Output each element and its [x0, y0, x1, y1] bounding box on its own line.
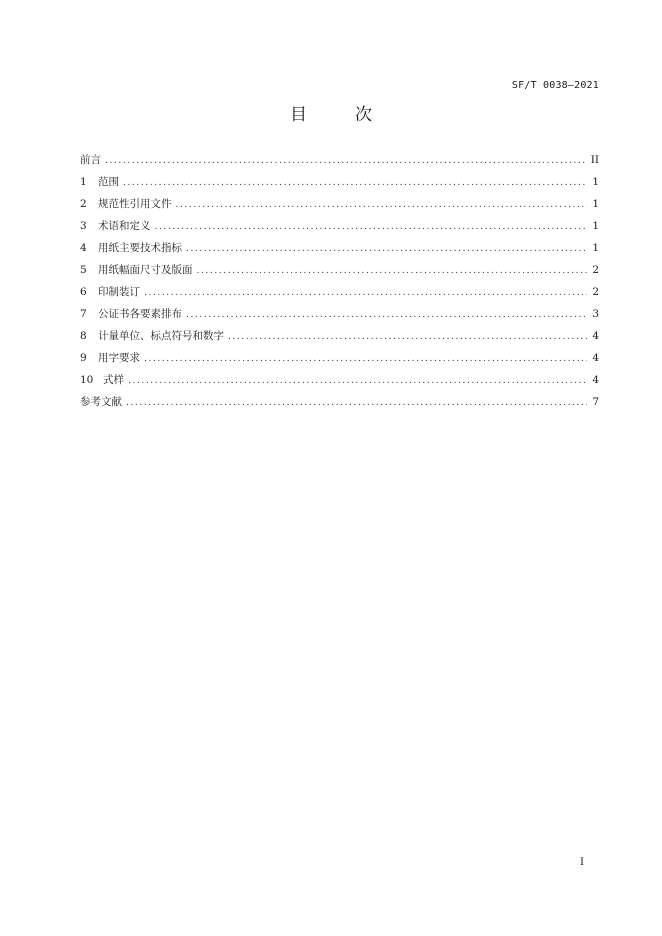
toc-leader-dots: [155, 216, 588, 238]
toc-entry-page: 3: [592, 308, 599, 320]
page-title-char-2: 次: [355, 105, 372, 125]
toc-entry-title: 范围: [98, 176, 119, 188]
toc-entry-8[interactable]: [80, 325, 599, 347]
toc-entry-number: 1: [80, 176, 87, 188]
toc-entry-number: 9: [80, 352, 87, 364]
toc-entry-number: 4: [80, 242, 87, 254]
toc-leader-dots: [144, 282, 587, 304]
toc-entry-2[interactable]: [80, 193, 599, 215]
toc-entry-5[interactable]: [80, 259, 599, 281]
toc-entry-title: 式样: [103, 374, 124, 386]
toc-entry-title: 用纸主要技术指标: [98, 242, 182, 254]
toc-entry-title: 用纸幅面尺寸及版面: [98, 264, 193, 276]
toc-entry-title: 印制装订: [98, 286, 140, 298]
toc-entry-3[interactable]: [80, 215, 599, 237]
toc-entry-page: 1: [592, 242, 599, 254]
page-title-char-1: 目: [290, 105, 307, 125]
toc-leader-dots: [228, 326, 587, 348]
toc-leader-dots: [128, 370, 587, 392]
toc-entry-title: 规范性引用文件: [98, 198, 172, 210]
table-of-contents: [80, 149, 599, 413]
toc-entry-number: 5: [80, 264, 87, 276]
toc-entry-1[interactable]: [80, 171, 599, 193]
toc-leader-dots: [126, 392, 587, 414]
toc-entry-7[interactable]: [80, 303, 599, 325]
toc-entry-bibliography[interactable]: [80, 391, 599, 413]
toc-leader-dots: [105, 150, 587, 172]
toc-entry-10[interactable]: [80, 369, 599, 391]
toc-leader-dots: [123, 172, 587, 194]
toc-entry-page: 4: [592, 374, 599, 386]
toc-entry-number: 2: [80, 198, 87, 210]
toc-entry-page: 2: [592, 286, 599, 298]
toc-entry-page: 1: [592, 176, 599, 188]
toc-entry-page: 1: [592, 198, 599, 210]
standard-code: SF/T 0038—2021: [511, 80, 599, 91]
toc-entry-page: 1: [592, 220, 599, 232]
toc-entry-page: 4: [592, 330, 599, 342]
toc-entry-4[interactable]: [80, 237, 599, 259]
toc-entry-number: 7: [80, 308, 87, 320]
toc-entry-number: 8: [80, 330, 87, 342]
toc-entry-page: 4: [592, 352, 599, 364]
toc-leader-dots: [176, 194, 588, 216]
page-title: [0, 100, 662, 125]
toc-entry-page: 2: [592, 264, 599, 276]
toc-entry-number: 10: [80, 374, 94, 386]
toc-leader-dots: [197, 260, 588, 282]
toc-leader-dots: [186, 238, 587, 260]
toc-leader-dots: [186, 304, 587, 326]
toc-entry-title: 公证书各要素排布: [98, 308, 182, 320]
toc-entry-page: II: [590, 154, 599, 166]
toc-entry-title: 参考文献: [80, 396, 122, 408]
toc-entry-6[interactable]: [80, 281, 599, 303]
toc-entry-title: 用字要求: [98, 352, 140, 364]
toc-entry-title: 术语和定义: [98, 220, 151, 232]
page-number: I: [580, 857, 584, 868]
toc-entry-number: 3: [80, 220, 87, 232]
toc-entry-foreword[interactable]: [80, 149, 599, 171]
toc-entry-number: 6: [80, 286, 87, 298]
toc-entry-title: 前言: [80, 154, 101, 166]
toc-leader-dots: [144, 348, 587, 370]
toc-entry-9[interactable]: [80, 347, 599, 369]
toc-entry-page: 7: [592, 396, 599, 408]
toc-entry-title: 计量单位、标点符号和数字: [98, 330, 224, 342]
